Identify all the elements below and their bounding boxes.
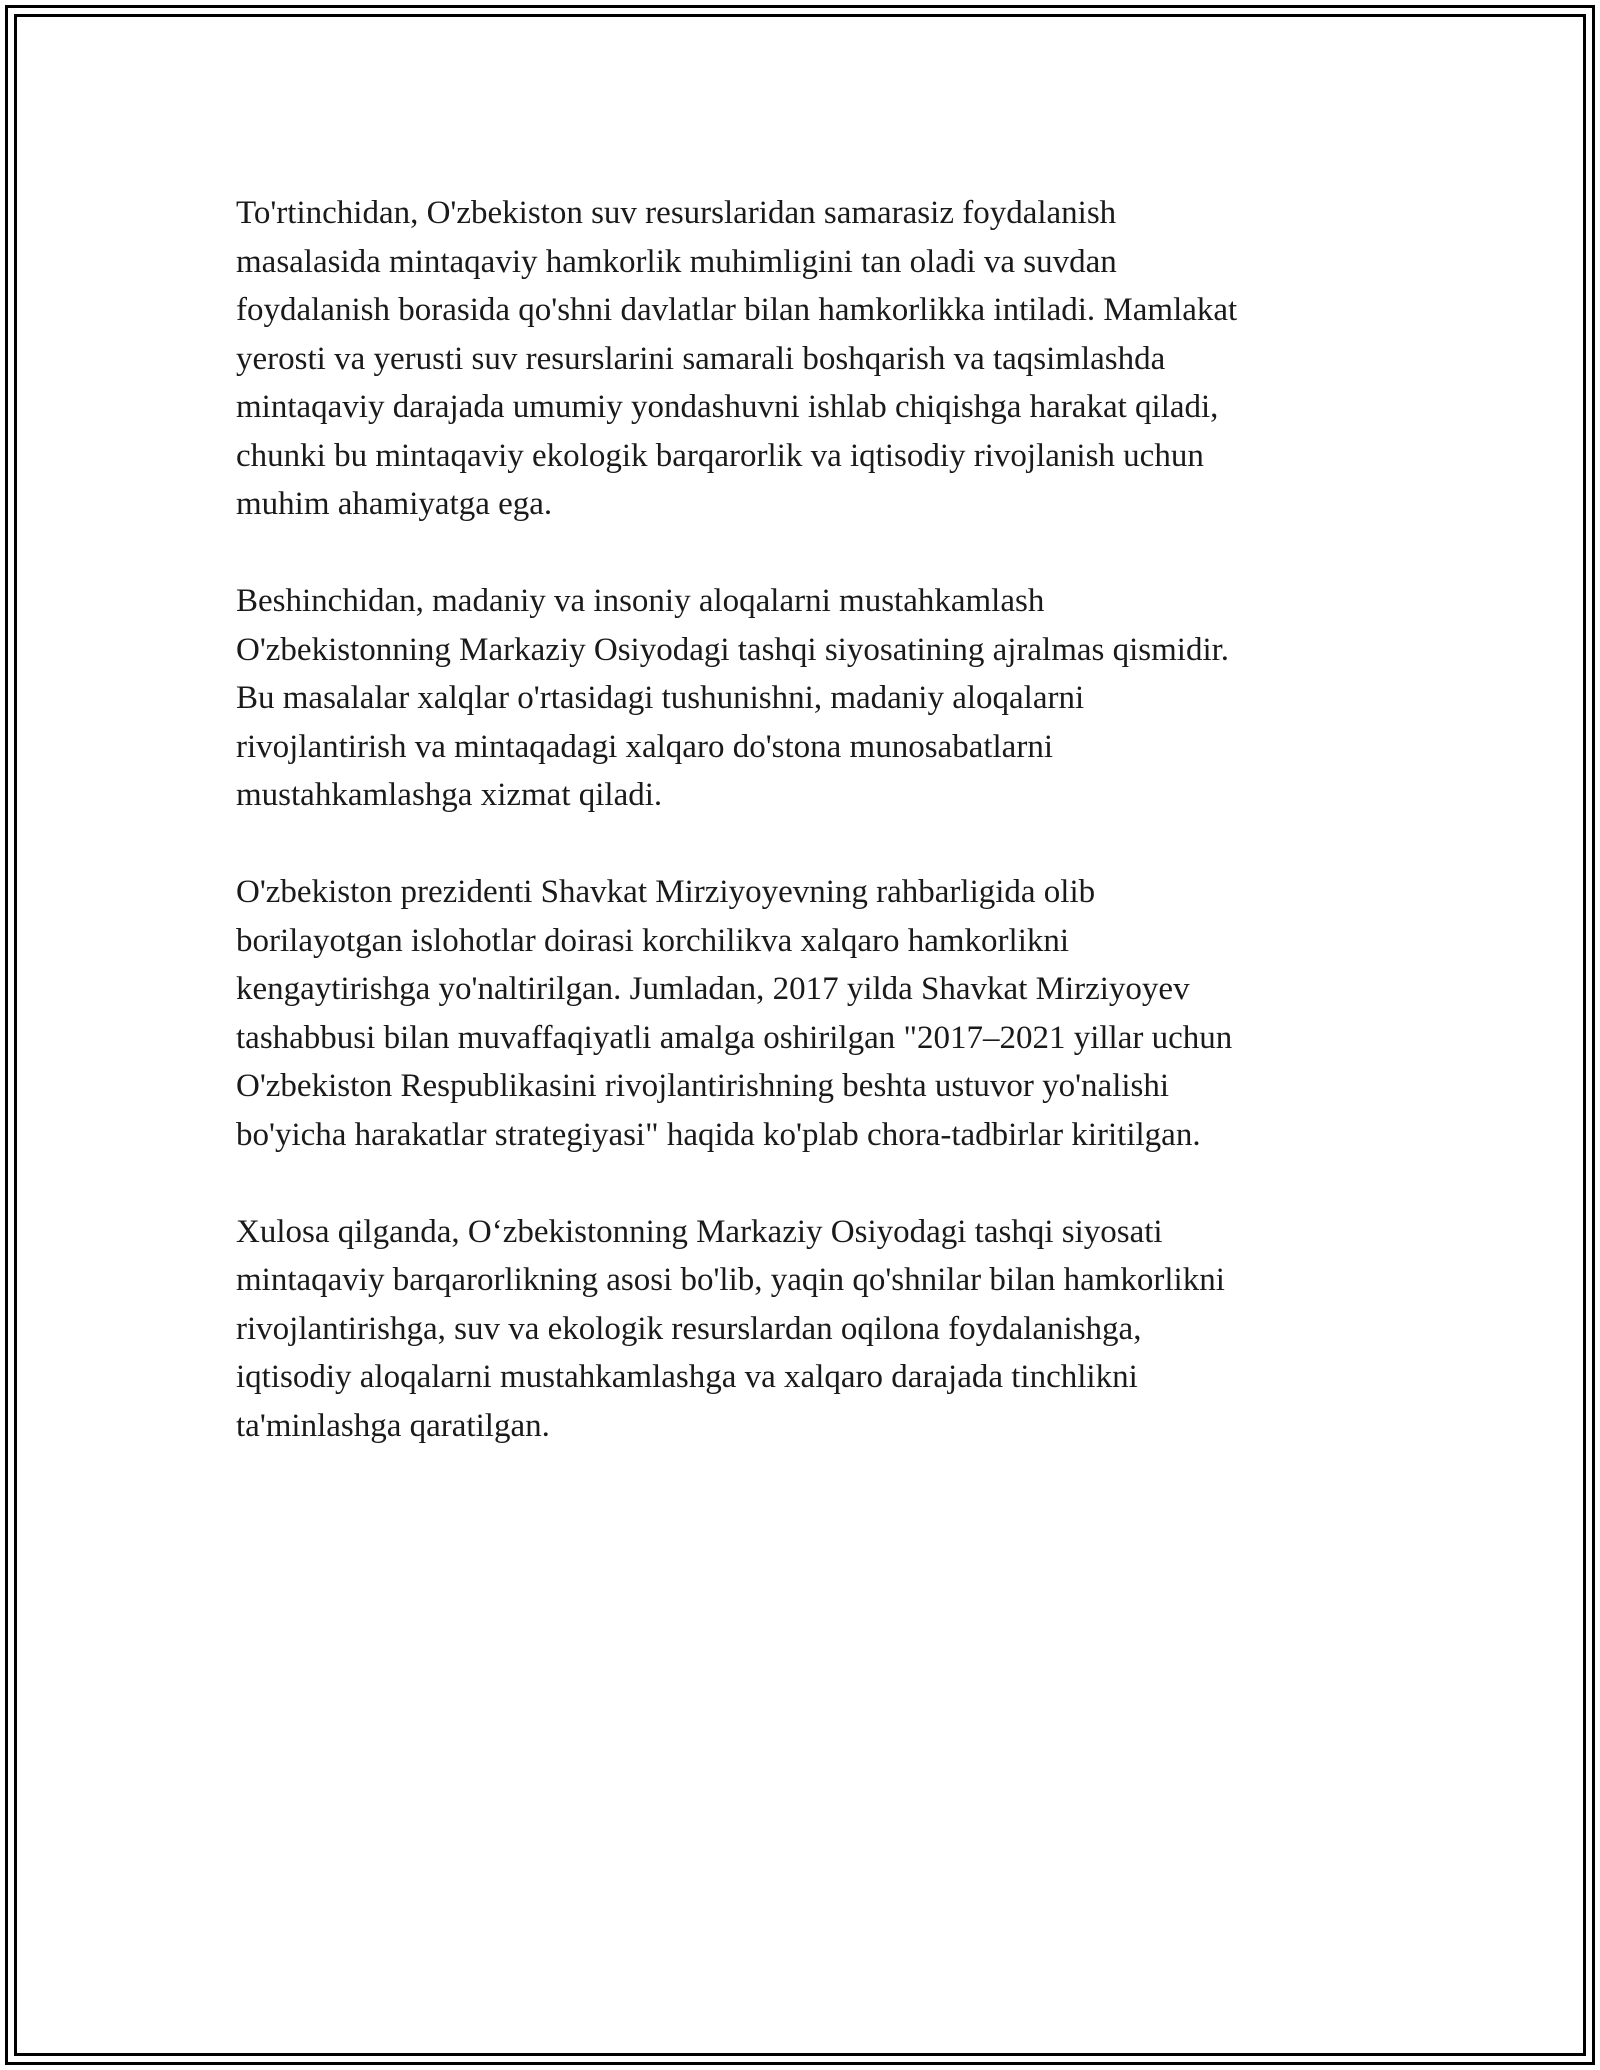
paragraph-line: chunki bu mintaqaviy ekologik barqarorlik va iqtisodiy rivojlanish uchun xyxy=(236,437,1204,474)
paragraph-line: To'rtinchidan, O'zbekiston suv resurslaridan samarasiz foydalanish xyxy=(236,195,1117,231)
paragraph-water-resources xyxy=(236,189,1386,529)
paragraph-line: yerosti va yerusti suv resurslarini samarali boshqarish va taqsimlashda xyxy=(236,340,1166,377)
paragraph-conclusion xyxy=(236,1208,1386,1451)
paragraph-line: tashabbusi bilan muvaffaqiyatli amalga oshirilgan "2017–2021 yillar uchun xyxy=(236,1019,1233,1056)
paragraph-line: foydalanish borasida qo'shni davlatlar bilan hamkorlikka intiladi. Mamlakat xyxy=(236,292,1238,328)
paragraph-reforms xyxy=(236,868,1386,1159)
paragraph-line: mustahkamlashga xizmat qiladi. xyxy=(236,777,663,813)
paragraph-line: Beshinchidan, madaniy va insoniy aloqalarni mustahkamlash xyxy=(236,583,1045,619)
paragraph-line: kengaytirishga yo'naltirilgan. Jumladan, 2017 yilda Shavkat Mirziyoyev xyxy=(236,971,1190,1007)
paragraph-line: rivojlantirishga, suv va ekologik resurslardan oqilona foydalanishga, xyxy=(236,1310,1142,1347)
paragraph-line: Bu masalalar xalqlar o'rtasidagi tushunishni, madaniy aloqalarni xyxy=(236,680,1085,716)
paragraph-line: O'zbekiston prezidenti Shavkat Mirziyoyevning rahbarligida olib xyxy=(236,874,1096,910)
paragraph-line: masalasida mintaqaviy hamkorlik muhimligini tan oladi va suvdan xyxy=(236,243,1117,280)
paragraph-line: muhim ahamiyatga ega. xyxy=(236,486,553,522)
paragraph-line: bo'yicha harakatlar strategiyasi" haqida ko'plab chora-tadbirlar kiritilgan. xyxy=(236,1116,1201,1153)
document-body xyxy=(236,189,1386,1499)
paragraph-line: O'zbekiston Respublikasini rivojlantirishning beshta ustuvor yo'nalishi xyxy=(236,1068,1170,1104)
paragraph-line: ta'minlashga qaratilgan. xyxy=(236,1407,550,1444)
paragraph-line: mintaqaviy darajada umumiy yondashuvni ishlab chiqishga harakat qiladi, xyxy=(236,389,1219,425)
paragraph-line: rivojlantirish va mintaqadagi xalqaro do'stona munosabatlarni xyxy=(236,728,1053,765)
paragraph-line: Xulosa qilganda, O‘zbekistonning Markaziy Osiyodagi tashqi siyosati xyxy=(236,1213,1163,1250)
paragraph-line: mintaqaviy barqarorlikning asosi bo'lib, yaqin qo'shnilar bilan hamkorlikni xyxy=(236,1262,1225,1298)
paragraph-cultural-ties xyxy=(236,577,1386,820)
paragraph-line: borilayotgan islohotlar doirasi korchilikva xalqaro hamkorlikni xyxy=(236,922,1070,959)
paragraph-line: iqtisodiy aloqalarni mustahkamlashga va xalqaro darajada tinchlikni xyxy=(236,1359,1138,1395)
paragraph-line: O'zbekistonning Markaziy Osiyodagi tashqi siyosatining ajralmas qismidir. xyxy=(236,631,1230,668)
